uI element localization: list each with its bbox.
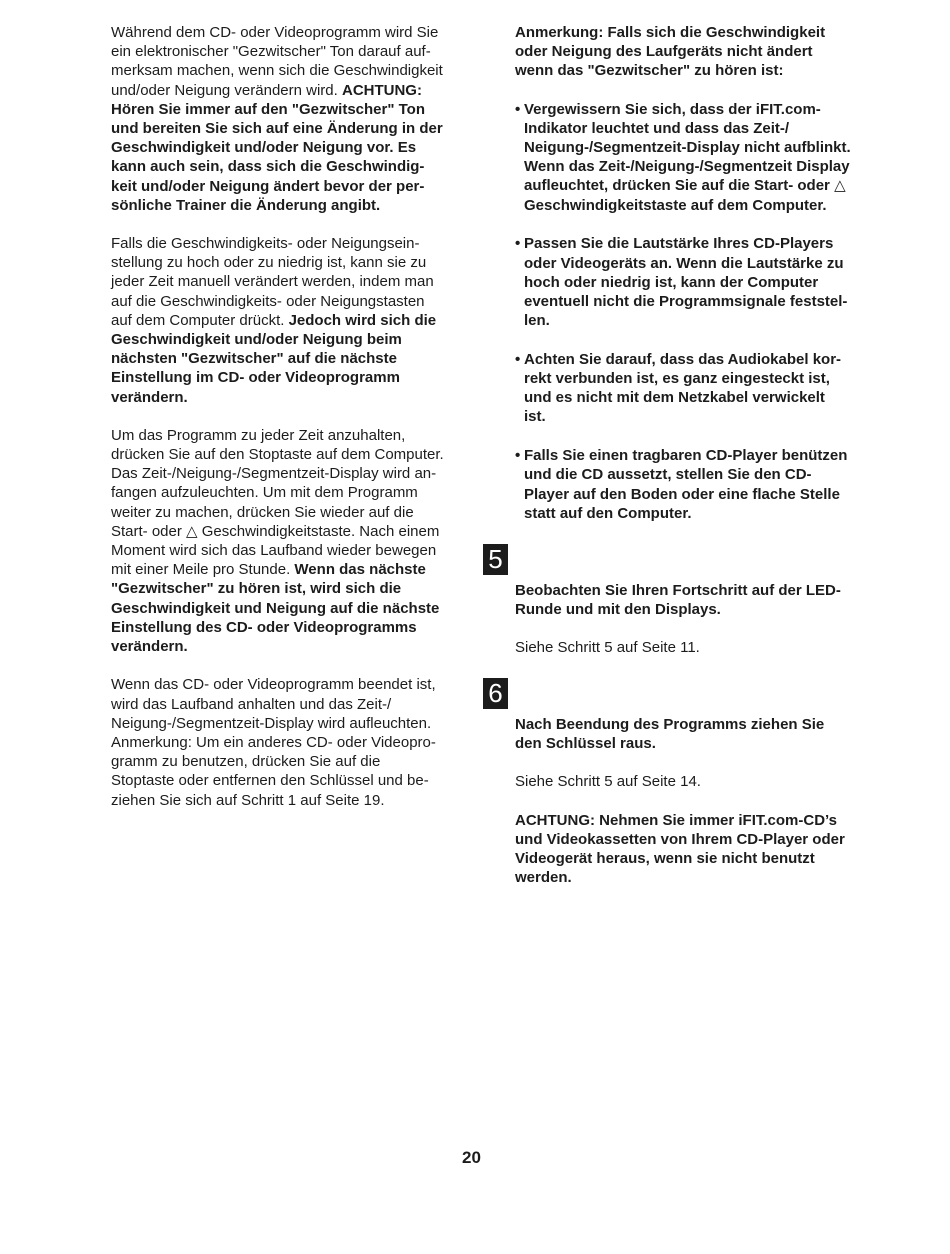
- list-item: [515, 234, 867, 330]
- step-5-title: Beobachten Sie Ihren Fortschritt auf der LED- Runde und mit den Displays.: [515, 581, 841, 619]
- warning-text: ACHTUNG: Nehmen Sie immer iFIT.com-CD’s und Videokassetten von Ihrem CD-Player oder Videogerät heraus, wenn sie nicht benutzt werden.: [515, 811, 845, 887]
- step-6-reference: Siehe Schritt 5 auf Seite 14.: [515, 773, 701, 791]
- step-6-number-badge: 6: [483, 678, 508, 709]
- list-item-text: Achten Sie darauf, dass das Audiokabel kor- rekt verbunden ist, es ganz eingesteckt ist, und es nicht mit dem Netzkabel verwickelt ist.: [524, 350, 842, 426]
- page-number: 20: [462, 1148, 481, 1167]
- list-item: [515, 446, 867, 523]
- manual-adjust-text: Falls die Geschwindigkeits- oder Neigungsein- stellung zu hoch oder zu niedrig ist, kann sie zu jeder Zeit manuell verändert werden, indem man auf die Geschwindigkeits- oder Neigungstasten auf dem Computer drückt.: [111, 235, 434, 329]
- step-6-title: Nach Beendung des Programms ziehen Sie den Schlüssel raus.: [515, 715, 825, 753]
- list-item: [515, 100, 867, 215]
- beep-warning: ACHTUNG: Hören Sie immer auf den "Gezwitscher" Ton und bereiten Sie sich auf eine Änderung in der Geschwindigkeit und/oder Neigung vor. Es kann auch sein, dass sich die Geschwindig- keit und/oder Neigung ändert bevor der per- sönliche Trainer die Änderung angibt.: [111, 81, 443, 214]
- step-5: [488, 542, 867, 619]
- list-item-text: Falls Sie einen tragbaren CD-Player benützen und die CD aussetzt, stellen Sie den CD- Player auf den Boden oder eine flache Stelle statt auf den Computer.: [524, 447, 848, 522]
- list-item-text: Vergewissern Sie sich, dass der iFIT.com- Indikator leuchtet und dass das Zeit-/ Neigung-/Segmentzeit-Display nicht aufblinkt. Wenn das Zeit-/Neigung-/Segmentzeit Display aufleuchtet, drücken Sie auf die Start- oder △ Geschwindigkeitstaste auf dem Computer.: [524, 100, 851, 214]
- bullet-icon: •: [515, 350, 521, 368]
- manual-adjust-note: Jedoch wird sich die Geschwindigkeit und/oder Neigung beim nächsten "Gezwitscher" auf die nächste Einstellung im CD- oder Videoprogramm verändern.: [111, 311, 437, 406]
- list-item: [515, 350, 867, 427]
- troubleshooting-list: [515, 100, 867, 523]
- note-heading: [515, 23, 867, 81]
- list-item-text: Passen Sie die Lautstärke Ihres CD-Players oder Videogeräts an. Wenn die Lautstärke zu hoch oder niedrig ist, kann der Computer eventuell nicht die Programmsignale feststel- len.: [524, 235, 848, 330]
- bullet-icon: •: [515, 235, 521, 253]
- paragraph-beep-signal: [111, 23, 461, 215]
- paragraph-pause-program: [111, 426, 461, 656]
- pause-note: Wenn das nächste "Gezwitscher" zu hören ist, wird sich die Geschwindigkeit und Neigung auf die nächste Einstellung des CD- oder Videoprogramms verändern.: [111, 561, 440, 656]
- note-heading-text: Anmerkung: Falls sich die Geschwindigkeit oder Neigung des Laufgeräts nicht ändert wenn das "Gezwitscher" zu hören ist:: [515, 24, 826, 80]
- beep-text: Während dem CD- oder Videoprogramm wird Sie ein elektronischer "Gezwitscher" Ton darauf auf- merksam machen, wenn sich die Geschwindigkeit und/oder Neigung verändern wird.: [111, 24, 443, 99]
- bullet-icon: •: [515, 100, 521, 118]
- left-column: [111, 23, 461, 829]
- paragraph-program-end: Wenn das CD- oder Videoprogramm beendet ist, wird das Laufband anhalten und das Zeit-/ Neigung-/Segmentzeit-Display wird aufleuchten. Anmerkung: Um ein anderes CD- oder Videopro- gramm zu benutzen, drücken Sie auf die Stoptaste oder entfernen den Schlüssel und be- ziehen Sie sich auf Schritt 1 auf Seite 19.: [111, 676, 436, 809]
- paragraph-manual-adjust: [111, 234, 461, 407]
- right-column: [488, 23, 867, 906]
- step-6: [488, 676, 867, 753]
- step-5-number-badge: 5: [483, 544, 508, 575]
- pause-text: Um das Programm zu jeder Zeit anzuhalten, drücken Sie auf den Stoptaste auf dem Computer. Das Zeit-/Neigung-/Segmentzeit-Display wird an- fangen aufzuleuchten. Um mit dem Programm weiter zu machen, drücken Sie wieder auf die Start- oder △ Geschwindigkeitstaste. Nach einem Moment wird sich das Laufband wieder bewegen mit einer Meile pro Stunde.: [111, 426, 444, 579]
- warning-paragraph: [515, 811, 867, 888]
- bullet-icon: •: [515, 447, 521, 465]
- step-5-reference: Siehe Schritt 5 auf Seite 11.: [515, 639, 700, 657]
